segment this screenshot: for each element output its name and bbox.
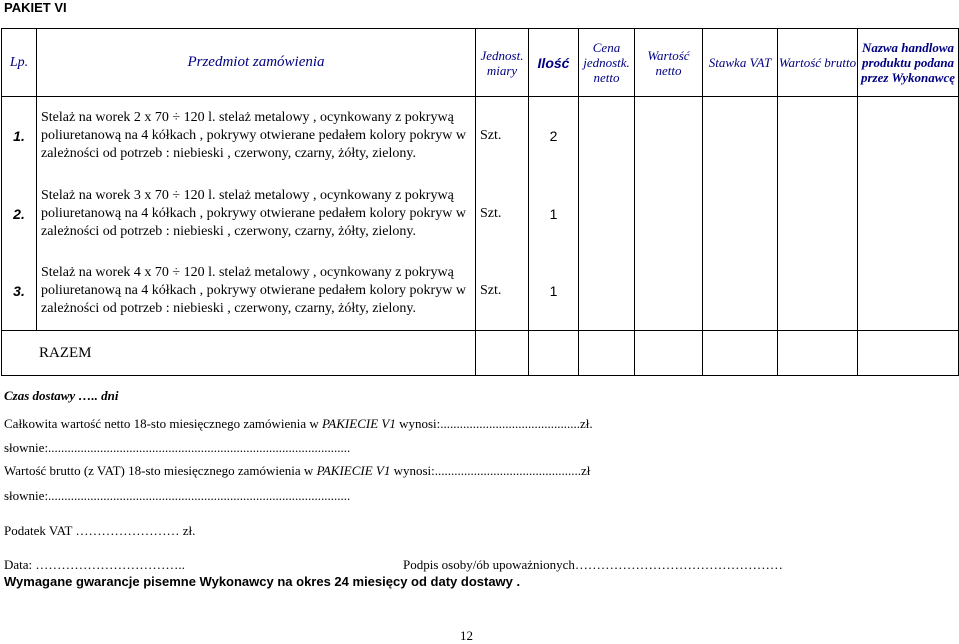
total-qty-cell (529, 331, 579, 376)
total-trade-name-cell[interactable] (858, 331, 959, 376)
header-gross-value: Wartość brutto (778, 29, 858, 97)
total-label: RAZEM (2, 331, 476, 376)
total-unit-price-cell[interactable] (579, 331, 635, 376)
total-net-value-cell[interactable] (635, 331, 703, 376)
total-gross-value-cell[interactable] (778, 331, 858, 376)
row-gross-value-cell[interactable] (778, 175, 858, 253)
net-total-suffix: wynosi:...........................................zł. (395, 416, 593, 431)
date-line: Data: …………………………….. (4, 557, 185, 572)
header-vat-rate: Stawka VAT (703, 29, 778, 97)
total-unit-cell (476, 331, 529, 376)
delivery-time: Czas dostawy ….. dni (4, 388, 119, 403)
header-qty: Ilość (529, 29, 579, 97)
row-trade-name-cell[interactable] (858, 253, 959, 331)
row-gross-value-cell[interactable] (778, 97, 858, 175)
package-ref: PAKIECIE V1 (322, 416, 396, 431)
header-trade-name: Nazwa handlowa produktu podana przez Wykonawcę (858, 29, 959, 97)
row-lp: 3. (2, 253, 37, 331)
table-row (2, 175, 959, 253)
row-unit-price-cell[interactable] (579, 175, 635, 253)
page-number: 12 (460, 628, 473, 643)
row-net-value-cell[interactable] (635, 175, 703, 253)
table-header-row (2, 29, 959, 97)
row-trade-name-cell[interactable] (858, 97, 959, 175)
header-unit: Jednost. miary (476, 29, 529, 97)
gross-total-line (4, 463, 590, 479)
warranty-note: Wymagane gwarancje pisemne Wykonawcy na okres 24 miesięcy od daty dostawy . (4, 574, 521, 589)
row-trade-name-cell[interactable] (858, 175, 959, 253)
net-total-line (4, 416, 593, 432)
header-lp: Lp. (2, 29, 37, 97)
gross-total-prefix: Wartość brutto (z VAT) 18-sto miesięcznego zamówienia w (4, 463, 317, 478)
table-row (2, 97, 959, 175)
package-title: PAKIET VI (4, 0, 67, 15)
table-row (2, 253, 959, 331)
total-vat-rate-cell[interactable] (703, 331, 778, 376)
package-ref: PAKIECIE V1 (316, 463, 391, 478)
gross-total-suffix: wynosi:.............................................zł (390, 463, 591, 478)
row-net-value-cell[interactable] (635, 97, 703, 175)
row-description: Stelaż na worek 3 x 70 ÷ 120 l. stelaż metalowy , ocynkowany z pokrywą poliuretanową na 4 kółkach , pokrywy otwierane pedałem kolory pokryw w zależności od potrzeb : niebieski , czerwony, czarny, żółty, zielony. (37, 175, 476, 253)
row-qty: 2 (529, 97, 579, 175)
net-in-words: słownie:............................................................................................. (4, 440, 351, 455)
row-unit: Szt. (476, 253, 529, 331)
row-qty: 1 (529, 175, 579, 253)
vat-line: Podatek VAT …………………… zł. (4, 523, 196, 538)
row-qty: 1 (529, 253, 579, 331)
row-lp: 2. (2, 175, 37, 253)
gross-in-words: słownie:............................................................................................. (4, 488, 351, 503)
header-unit-price: Cena jednostk. netto (579, 29, 635, 97)
order-table (1, 28, 959, 376)
total-row (2, 331, 959, 376)
row-unit: Szt. (476, 97, 529, 175)
row-gross-value-cell[interactable] (778, 253, 858, 331)
signature-line: Podpis osoby/ób upoważnionych………………………………………… (403, 557, 783, 572)
row-vat-rate-cell[interactable] (703, 175, 778, 253)
row-description: Stelaż na worek 4 x 70 ÷ 120 l. stelaż metalowy , ocynkowany z pokrywą poliuretanową na 4 kółkach , pokrywy otwierane pedałem kolory pokryw w zależności od potrzeb : niebieski , czerwony, czarny, żółty, zielony. (37, 253, 476, 331)
row-unit: Szt. (476, 175, 529, 253)
row-unit-price-cell[interactable] (579, 253, 635, 331)
header-subject: Przedmiot zamówienia (37, 29, 476, 97)
row-lp: 1. (2, 97, 37, 175)
row-vat-rate-cell[interactable] (703, 253, 778, 331)
row-description: Stelaż na worek 2 x 70 ÷ 120 l. stelaż metalowy , ocynkowany z pokrywą poliuretanową na 4 kółkach , pokrywy otwierane pedałem kolory pokryw w zależności od potrzeb : niebieski , czerwony, czarny, żółty, zielony. (37, 97, 476, 175)
header-net-value: Wartość netto (635, 29, 703, 97)
row-net-value-cell[interactable] (635, 253, 703, 331)
row-vat-rate-cell[interactable] (703, 97, 778, 175)
net-total-prefix: Całkowita wartość netto 18-sto miesięcznego zamówienia w (4, 416, 323, 431)
row-unit-price-cell[interactable] (579, 97, 635, 175)
